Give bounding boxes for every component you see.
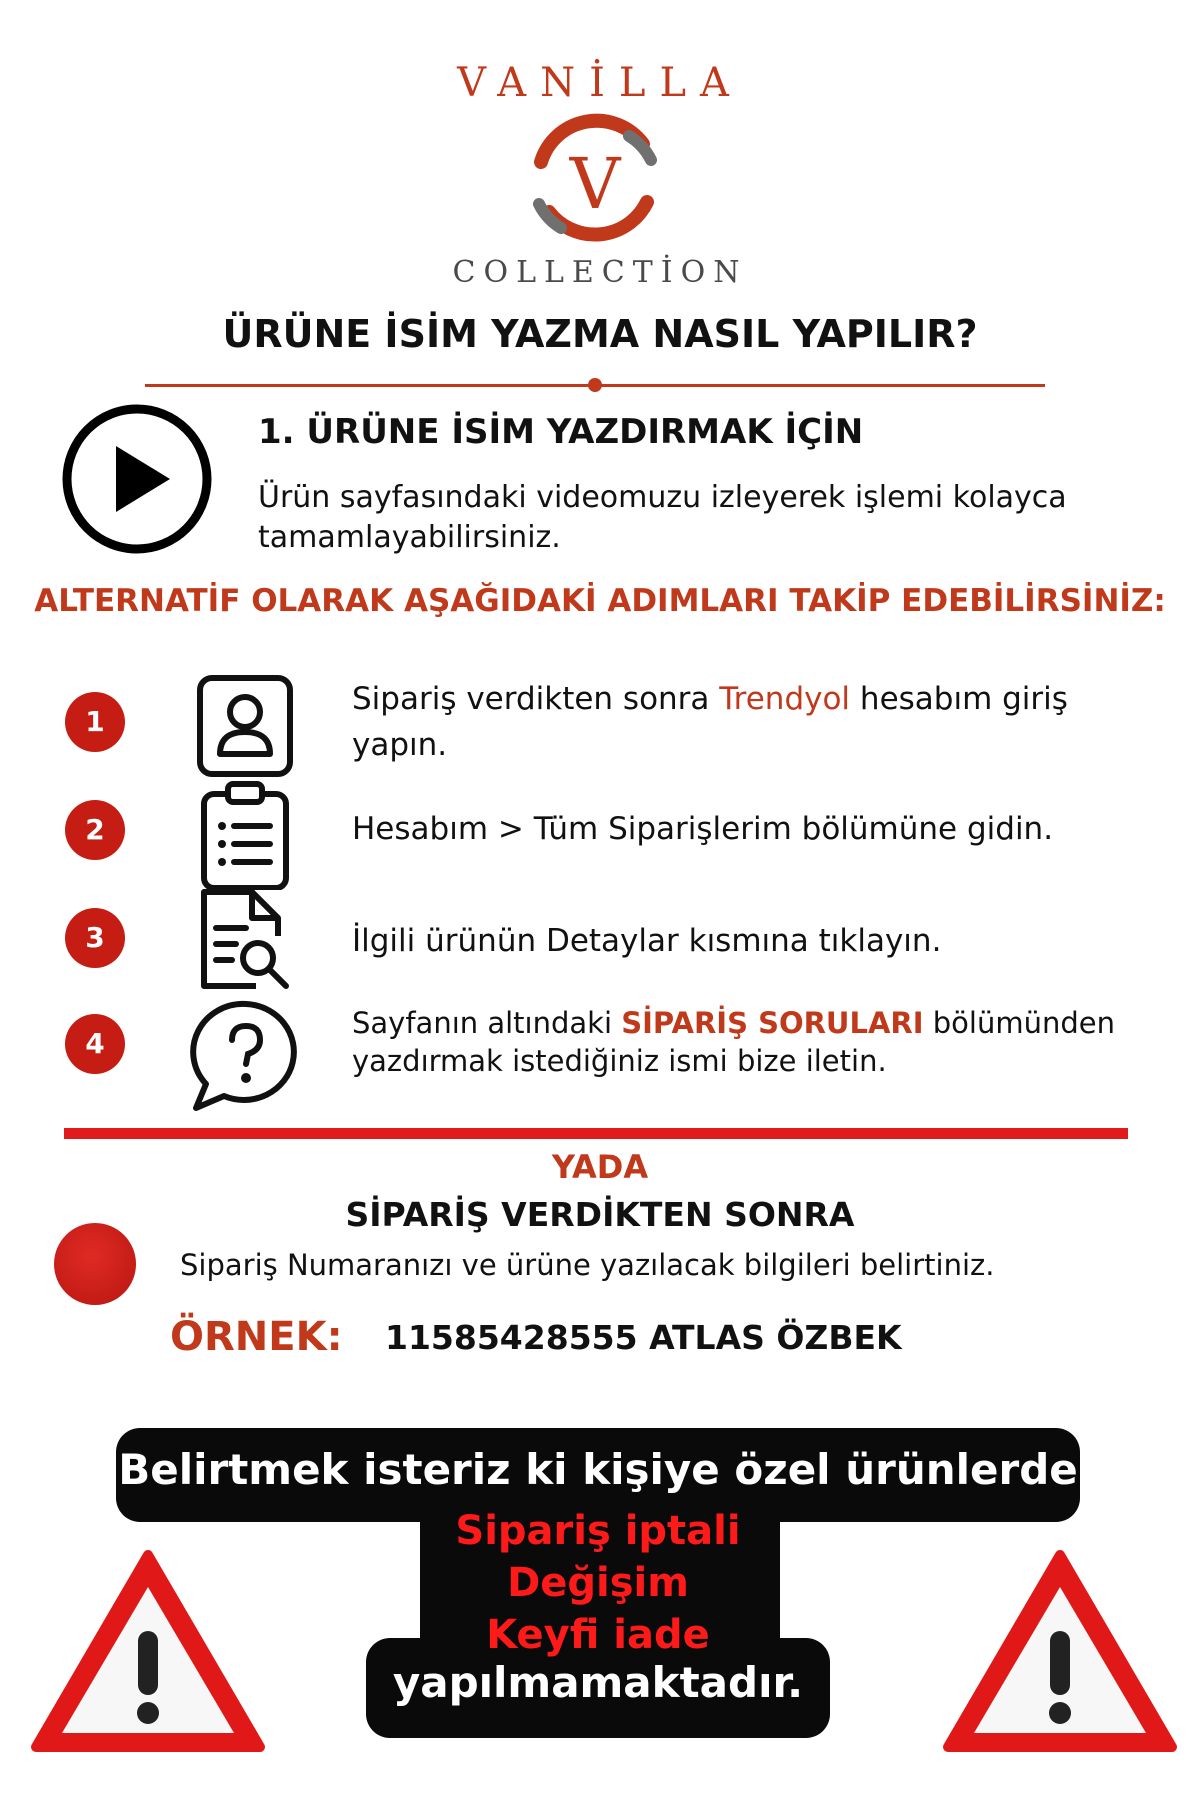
step-3-number: 3	[65, 908, 125, 968]
divider-dot	[588, 378, 602, 392]
section-separator	[64, 1128, 1128, 1139]
brand-top-text: VANİLLA	[457, 60, 743, 106]
step-2-number: 2	[65, 800, 125, 860]
step-4-number: 4	[65, 1014, 125, 1074]
warning-red-line-1: Sipariş iptali	[455, 1508, 741, 1554]
brand-bottom-text: COLLECTİON	[452, 255, 748, 290]
siparis-sorulari-highlight: SİPARİŞ SORULARI	[621, 1006, 924, 1040]
example-value: 11585428555 ATLAS ÖZBEK	[385, 1318, 902, 1357]
alternative-steps-title: ALTERNATİF OLARAK AŞAĞIDAKİ ADIMLARI TAKİP EDEBİLİRSİNİZ:	[34, 583, 1166, 619]
section1-description: Ürün sayfasındaki videomuzu izleyerek işlemi kolayca tamamlayabilirsiniz.	[258, 480, 1067, 555]
step-2-text: Hesabım > Tüm Siparişlerim bölümüne gidin.	[352, 811, 1054, 847]
step-1-number: 1	[65, 692, 125, 752]
warning-line-1: Belirtmek isteriz ki kişiye özel ürünlerde	[118, 1445, 1078, 1494]
step-3-text: İlgili ürünün Detaylar kısmına tıklayın.	[352, 923, 942, 959]
step-1-text: Sipariş verdikten sonra Trendyol hesabım giriş yapın.	[352, 681, 1068, 763]
section1-title: 1. ÜRÜNE İSİM YAZDIRMAK İÇİN	[258, 412, 864, 452]
document-search-icon	[190, 886, 300, 996]
brand-logo-icon	[525, 112, 665, 252]
step-4-text: Sayfanın altındaki SİPARİŞ SORULARI bölümünden yazdırmak istediğiniz ismi bize iletin.	[352, 1006, 1115, 1078]
play-icon	[60, 402, 214, 556]
or-label: YADA	[551, 1148, 649, 1186]
logo-letter: V	[569, 143, 621, 225]
warning-red-line-3: Keyfi iade	[486, 1612, 710, 1658]
warning-red-line-2: Değişim	[507, 1560, 689, 1606]
trendyol-highlight: Trendyol	[719, 681, 851, 717]
warning-triangle-icon	[940, 1545, 1180, 1755]
or-section-description: Sipariş Numaranızı ve ürüne yazılacak bilgileri belirtiniz.	[180, 1248, 995, 1282]
warning-triangle-icon	[28, 1545, 268, 1755]
clipboard-list-icon	[190, 780, 300, 890]
warning-last-line: yapılmamaktadır.	[392, 1658, 804, 1707]
example-label: ÖRNEK:	[170, 1314, 343, 1360]
user-profile-icon	[190, 672, 300, 782]
red-bullet	[54, 1223, 136, 1305]
page-title: ÜRÜNE İSİM YAZMA NASIL YAPILIR?	[222, 312, 978, 356]
or-section-title: SİPARİŞ VERDİKTEN SONRA	[345, 1195, 855, 1234]
question-bubble-icon	[188, 998, 304, 1114]
